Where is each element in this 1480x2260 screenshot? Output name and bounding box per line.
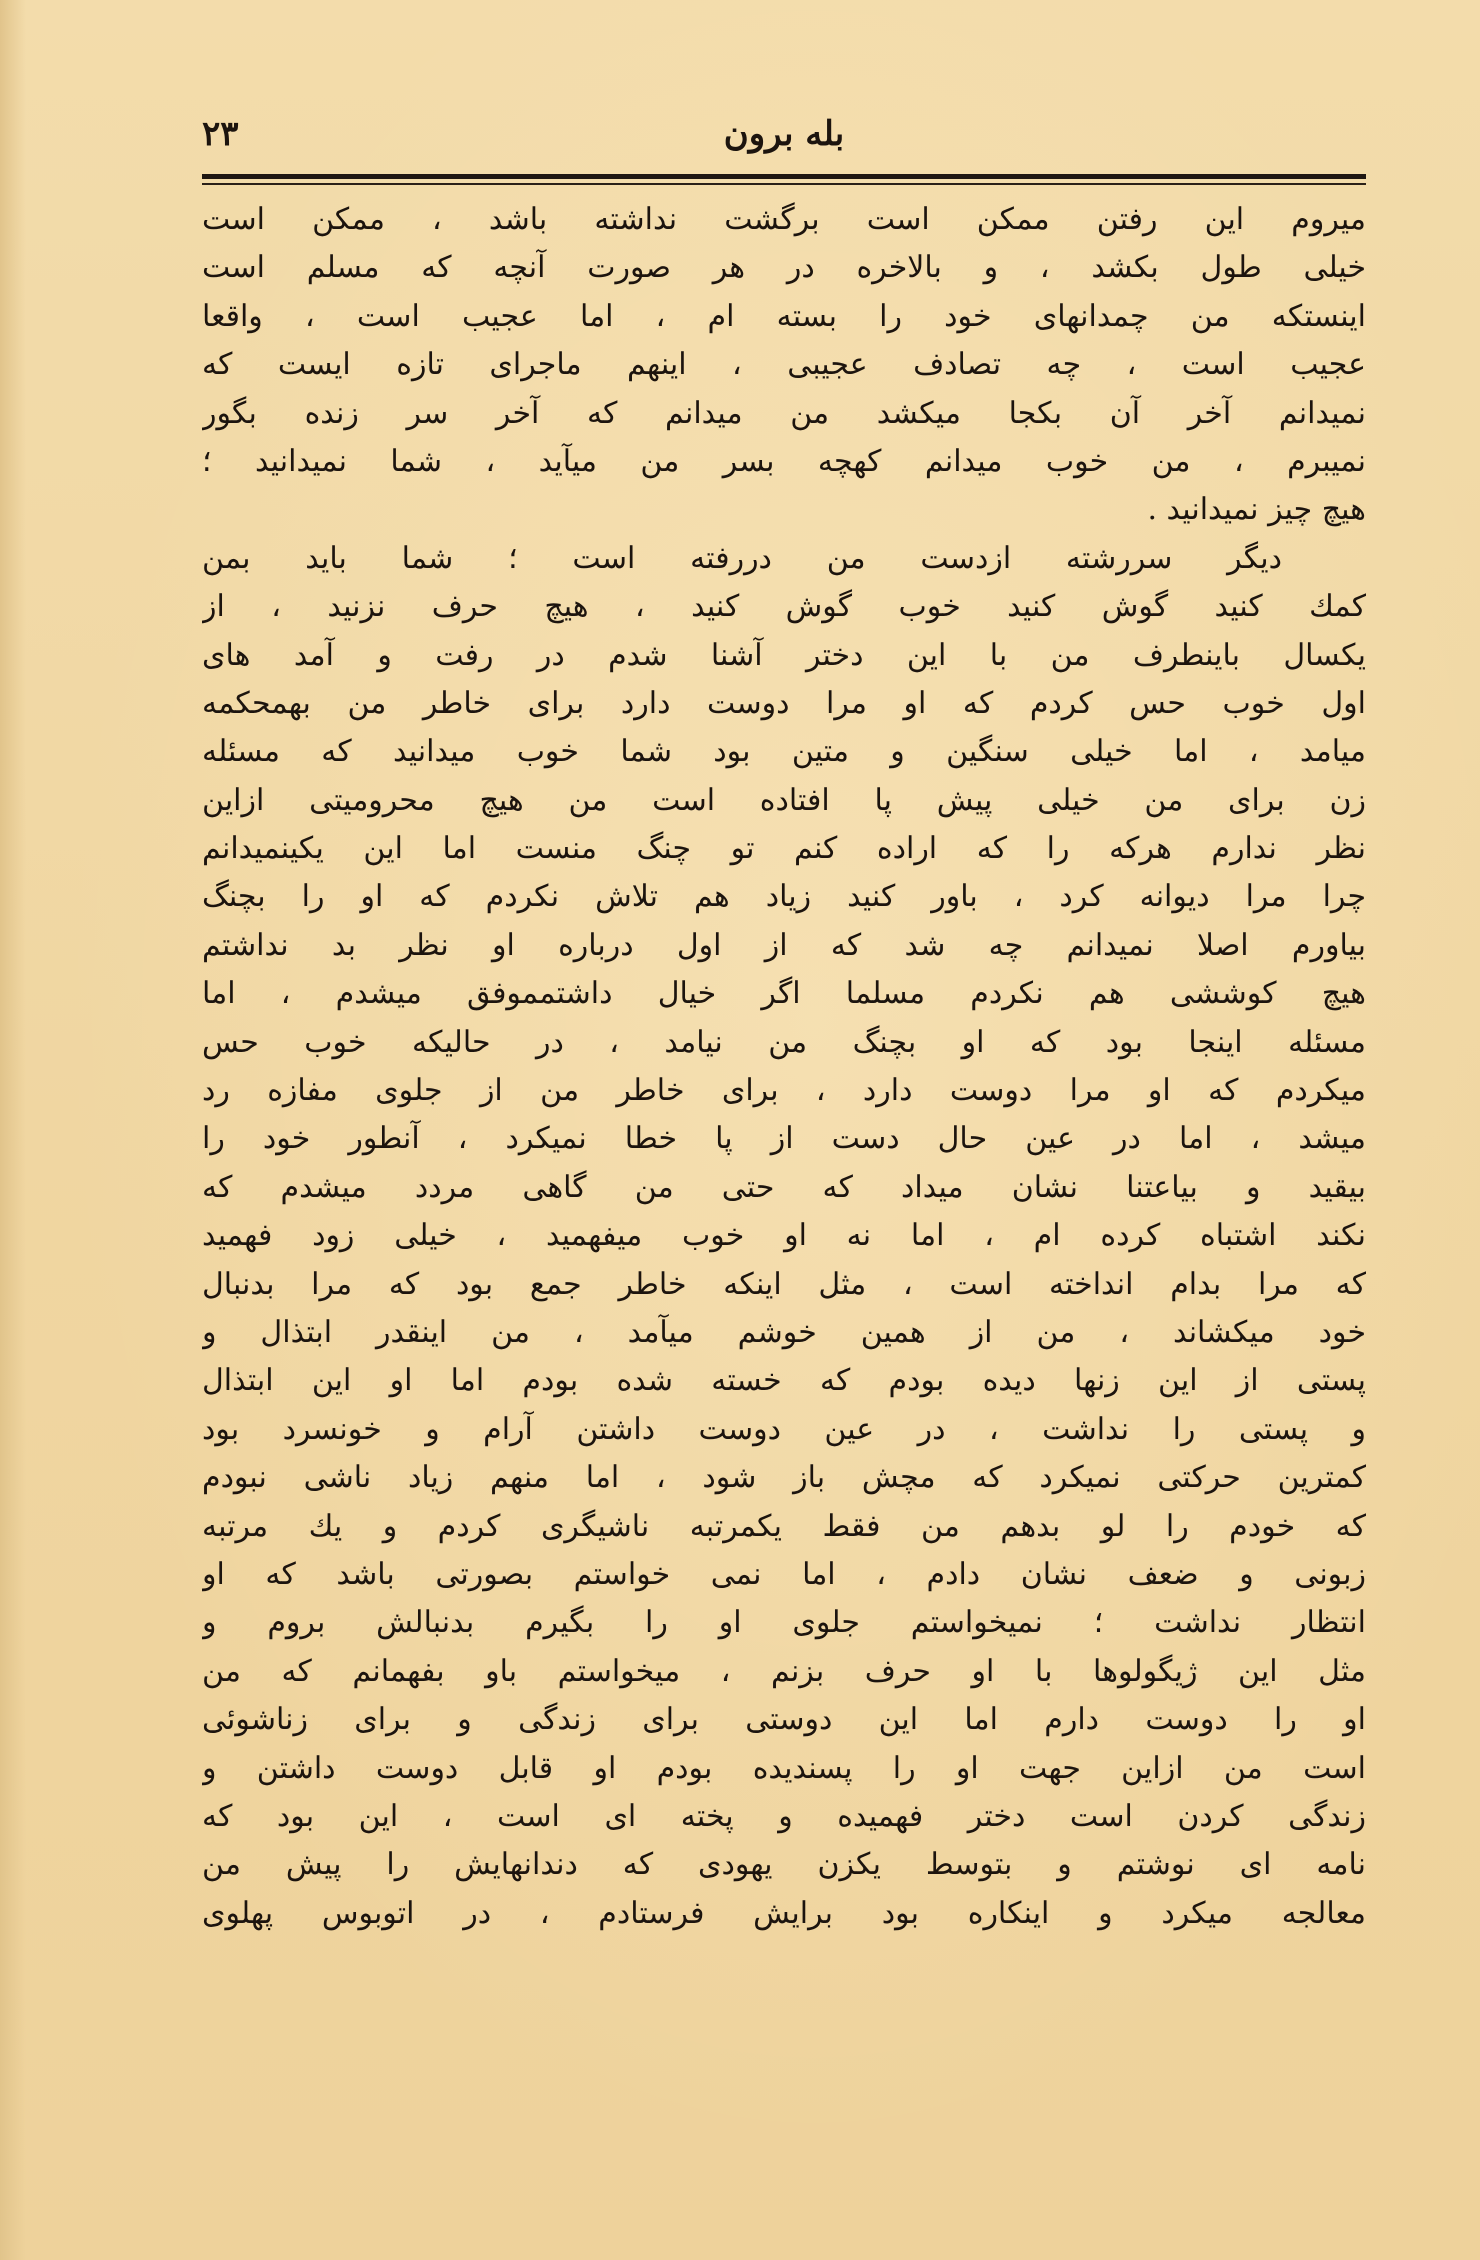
text-line: چرا مرا دیوانه کرد ، باور کنید زیاد هم تلاش نکردم که او را بچنگ: [202, 879, 1366, 915]
text-line: نمیبرم ، من خوب میدانم کهچه بسر من میآید ، شما نمیدانید ؛: [202, 443, 1366, 479]
text-line: انتظار نداشت ؛ نمیخواستم جلوی او را بگیرم بدنبالش بروم و: [202, 1605, 1366, 1641]
text-line: است من ازاین جهت او را پسندیده بودم او قابل دوست داشتن و: [202, 1750, 1366, 1786]
page-number: ۲۳: [202, 114, 239, 154]
text-line: معالجه میکرد و اینکاره بود برایش فرستادم ، در اتوبوس پهلوی: [202, 1895, 1366, 1931]
text-line: مسئله اینجا بود که او بچنگ من نیامد ، در حالیکه خوب حس: [202, 1024, 1366, 1060]
body-text: [202, 196, 1366, 2176]
text-line: خود میکشاند ، من از همین خوشم میآمد ، من اینقدر ابتذال و: [202, 1314, 1366, 1350]
page-edge-shading: [0, 0, 26, 2260]
paragraph-start-line: دیگر سررشته ازدست من دررفته است ؛ شما باید بمن: [202, 540, 1282, 576]
text-line: خیلی طول بکشد ، و بالاخره در هر صورت آنچه که مسلم است: [202, 250, 1366, 286]
paragraph-end-line: هیچ چیز نمیدانید .: [1147, 492, 1366, 528]
header-rule-thin: [202, 183, 1366, 185]
text-line: کمترین حرکتی نمیکرد که مچش باز شود ، اما منهم زیاد ناشی نبودم: [202, 1460, 1366, 1496]
text-line: هیچ کوششی هم نکردم مسلما اگر خیال داشتمموفق میشدم ، اما: [202, 976, 1366, 1012]
text-line: نکند اشتباه کرده ام ، اما نه او خوب میفهمید ، خیلی زود فهمید: [202, 1218, 1366, 1254]
text-line: بیقید و بیاعتنا نشان میداد که حتی من گاهی مردد میشدم که: [202, 1169, 1366, 1205]
text-line: و پستی را نداشت ، در عین دوست داشتن آرام و خونسرد بود: [202, 1411, 1366, 1447]
text-line: اول خوب حس کردم که او مرا دوست دارد برای خاطر من بهمحکمه: [202, 685, 1366, 721]
text-line: پستی از این زنها دیده بودم که خسته شده بودم اما او این ابتذال: [202, 1363, 1366, 1399]
text-line: زن برای من خیلی پیش پا افتاده است من هیچ محرومیتی ازاین: [202, 782, 1366, 818]
text-line: زندگی کردن است دختر فهمیده و پخته ای است ، این بود که: [202, 1798, 1366, 1834]
text-line: میشد ، اما در عین حال دست از پا خطا نمیکرد ، آنطور خود را: [202, 1121, 1366, 1157]
text-line: او را دوست دارم اما این دوستی برای زندگی و برای زناشوئی: [202, 1702, 1366, 1738]
running-title: بله برون: [723, 114, 845, 154]
text-line: بیاورم اصلا نمیدانم چه شد که از اول درباره او نظر بد نداشتم: [202, 927, 1366, 963]
header-rule-thick: [202, 174, 1366, 179]
text-line: که مرا بدام انداخته است ، مثل اینکه خاطر جمع بود که مرا بدنبال: [202, 1266, 1366, 1302]
text-line: نمیدانم آخر آن بکجا میکشد من میدانم که آخر سر زنده بگور: [202, 395, 1366, 431]
text-line: میامد ، اما خیلی سنگین و متین بود شما خوب میدانید که مسئله: [202, 734, 1366, 770]
text-line: که خودم را لو بدهم من فقط یکمرتبه ناشیگری کردم و یك مرتبه: [202, 1508, 1366, 1544]
text-line: نامه ای نوشتم و بتوسط یکزن یهودی که دندانهایش را پیش من: [202, 1847, 1366, 1883]
text-line: یکسال باینطرف من با این دختر آشنا شدم در رفت و آمد های: [202, 637, 1366, 673]
text-line: نظر ندارم هرکه را که اراده کنم تو چنگ منست اما این یکینمیدانم: [202, 831, 1366, 867]
text-line: عجیب است ، چه تصادف عجیبی ، اینهم ماجرای تازه ایست که: [202, 347, 1366, 383]
text-line: مثل این ژیگولوها با او حرف بزنم ، میخواستم باو بفهمانم که من: [202, 1653, 1366, 1689]
running-header: [202, 106, 1366, 166]
text-line: اینستکه من چمدانهای خود را بسته ام ، اما عجیب است ، واقعا: [202, 298, 1366, 334]
text-line: زبونی و ضعف نشان دادم ، اما نمی خواستم بصورتی باشد که او: [202, 1556, 1366, 1592]
text-line: میکردم که او مرا دوست دارد ، برای خاطر من از جلوی مفازه رد: [202, 1073, 1366, 1109]
text-line: کمك کنید گوش کنید خوب گوش کنید ، هیچ حرف نزنید ، از: [202, 589, 1366, 625]
text-line: میروم این رفتن ممکن است برگشت نداشته باشد ، ممکن است: [202, 202, 1366, 237]
